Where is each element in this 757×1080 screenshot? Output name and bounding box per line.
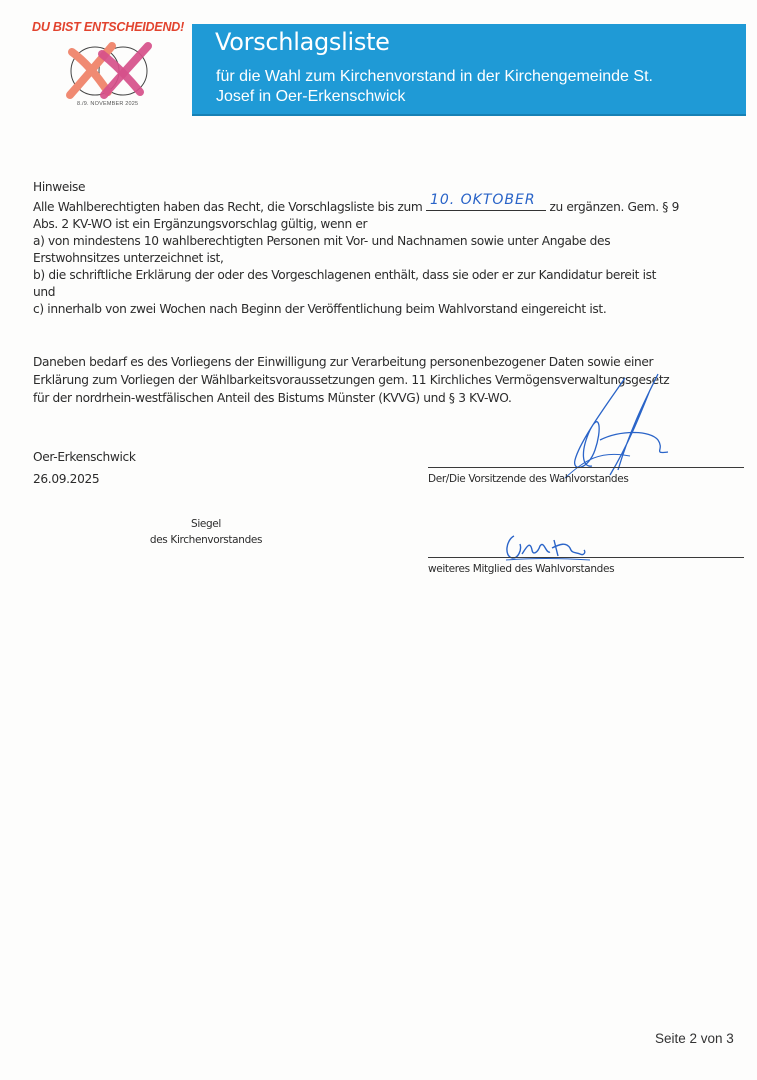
logo-election-date: 8./9. NOVEMBER 2025 <box>77 101 139 107</box>
consent-line-1: Daneben bedarf es des Vorliegens der Einwilligung zur Verarbeitung personenbezogener Daten sowie einer <box>33 355 654 369</box>
member-signature-label: weiteres Mitglied des Wahlvorstandes <box>428 563 615 575</box>
page-subtitle <box>216 67 736 107</box>
deadline-handwritten: 10. OKTOBER <box>429 192 536 208</box>
signing-place: Oer-Erkenschwick <box>33 450 136 464</box>
notes-item-c: c) innerhalb von zwei Wochen nach Beginn der Veröffentlichung beim Wahlvorstand eingereicht ist. <box>33 302 607 316</box>
notes-item-a: a) von mindestens 10 wahlberechtigten Personen mit Vor- und Nachnamen sowie unter Angabe des <box>33 234 611 248</box>
member-signature-icon <box>500 530 600 565</box>
subtitle-line-1: für die Wahl zum Kirchenvorstand in der Kirchengemeinde St. <box>216 68 653 85</box>
notes-line-1: Alle Wahlberechtigten haben das Recht, die Vorschlagsliste bis zum 10. OKTOBER zu ergänzen. Gem. § 9 <box>33 192 679 214</box>
header-banner <box>192 24 746 116</box>
chair-signature-line[interactable] <box>428 467 744 468</box>
notes-item-b-cont: und <box>33 285 56 299</box>
logo-slogan: DU BIST ENTSCHEIDEND! <box>32 20 185 34</box>
deadline-field[interactable] <box>426 192 546 211</box>
consent-line-2: Erklärung zum Vorliegen der Wählbarkeitsvoraussetzungen gem. 11 Kirchliches Vermögensverwaltungsgesetz <box>33 373 670 387</box>
seal-label: Siegel des Kirchenvorstandes <box>149 518 263 546</box>
page-number: Seite 2 von 3 <box>655 1031 734 1046</box>
notes-item-b: b) die schriftliche Erklärung der oder des Vorgeschlagenen enthält, dass sie oder er zur Kandidatur bereit ist <box>33 268 657 282</box>
notes-line-2: Abs. 2 KV-WO ist ein Ergänzungsvorschlag gültig, wenn er <box>33 217 368 231</box>
notes-paragraph <box>33 192 679 318</box>
page-title: Vorschlagsliste <box>215 28 390 56</box>
subtitle-line-2: Josef in Oer-Erkenschwick <box>216 88 406 105</box>
consent-line-3: für der nordrhein-westfälischen Anteil des Bistums Münster (KVVG) und § 3 KV-WO. <box>33 391 512 405</box>
election-cross-logo-icon <box>60 40 160 102</box>
notes-heading: Hinweise <box>33 180 86 194</box>
signing-date: 26.09.2025 <box>33 472 100 486</box>
notes-item-a-cont: Erstwohnsitzes unterzeichnet ist, <box>33 251 224 265</box>
chair-signature-icon <box>540 370 690 480</box>
member-signature-line[interactable] <box>428 557 744 558</box>
chair-signature-label: Der/Die Vorsitzende des Wahlvorstandes <box>428 473 629 485</box>
